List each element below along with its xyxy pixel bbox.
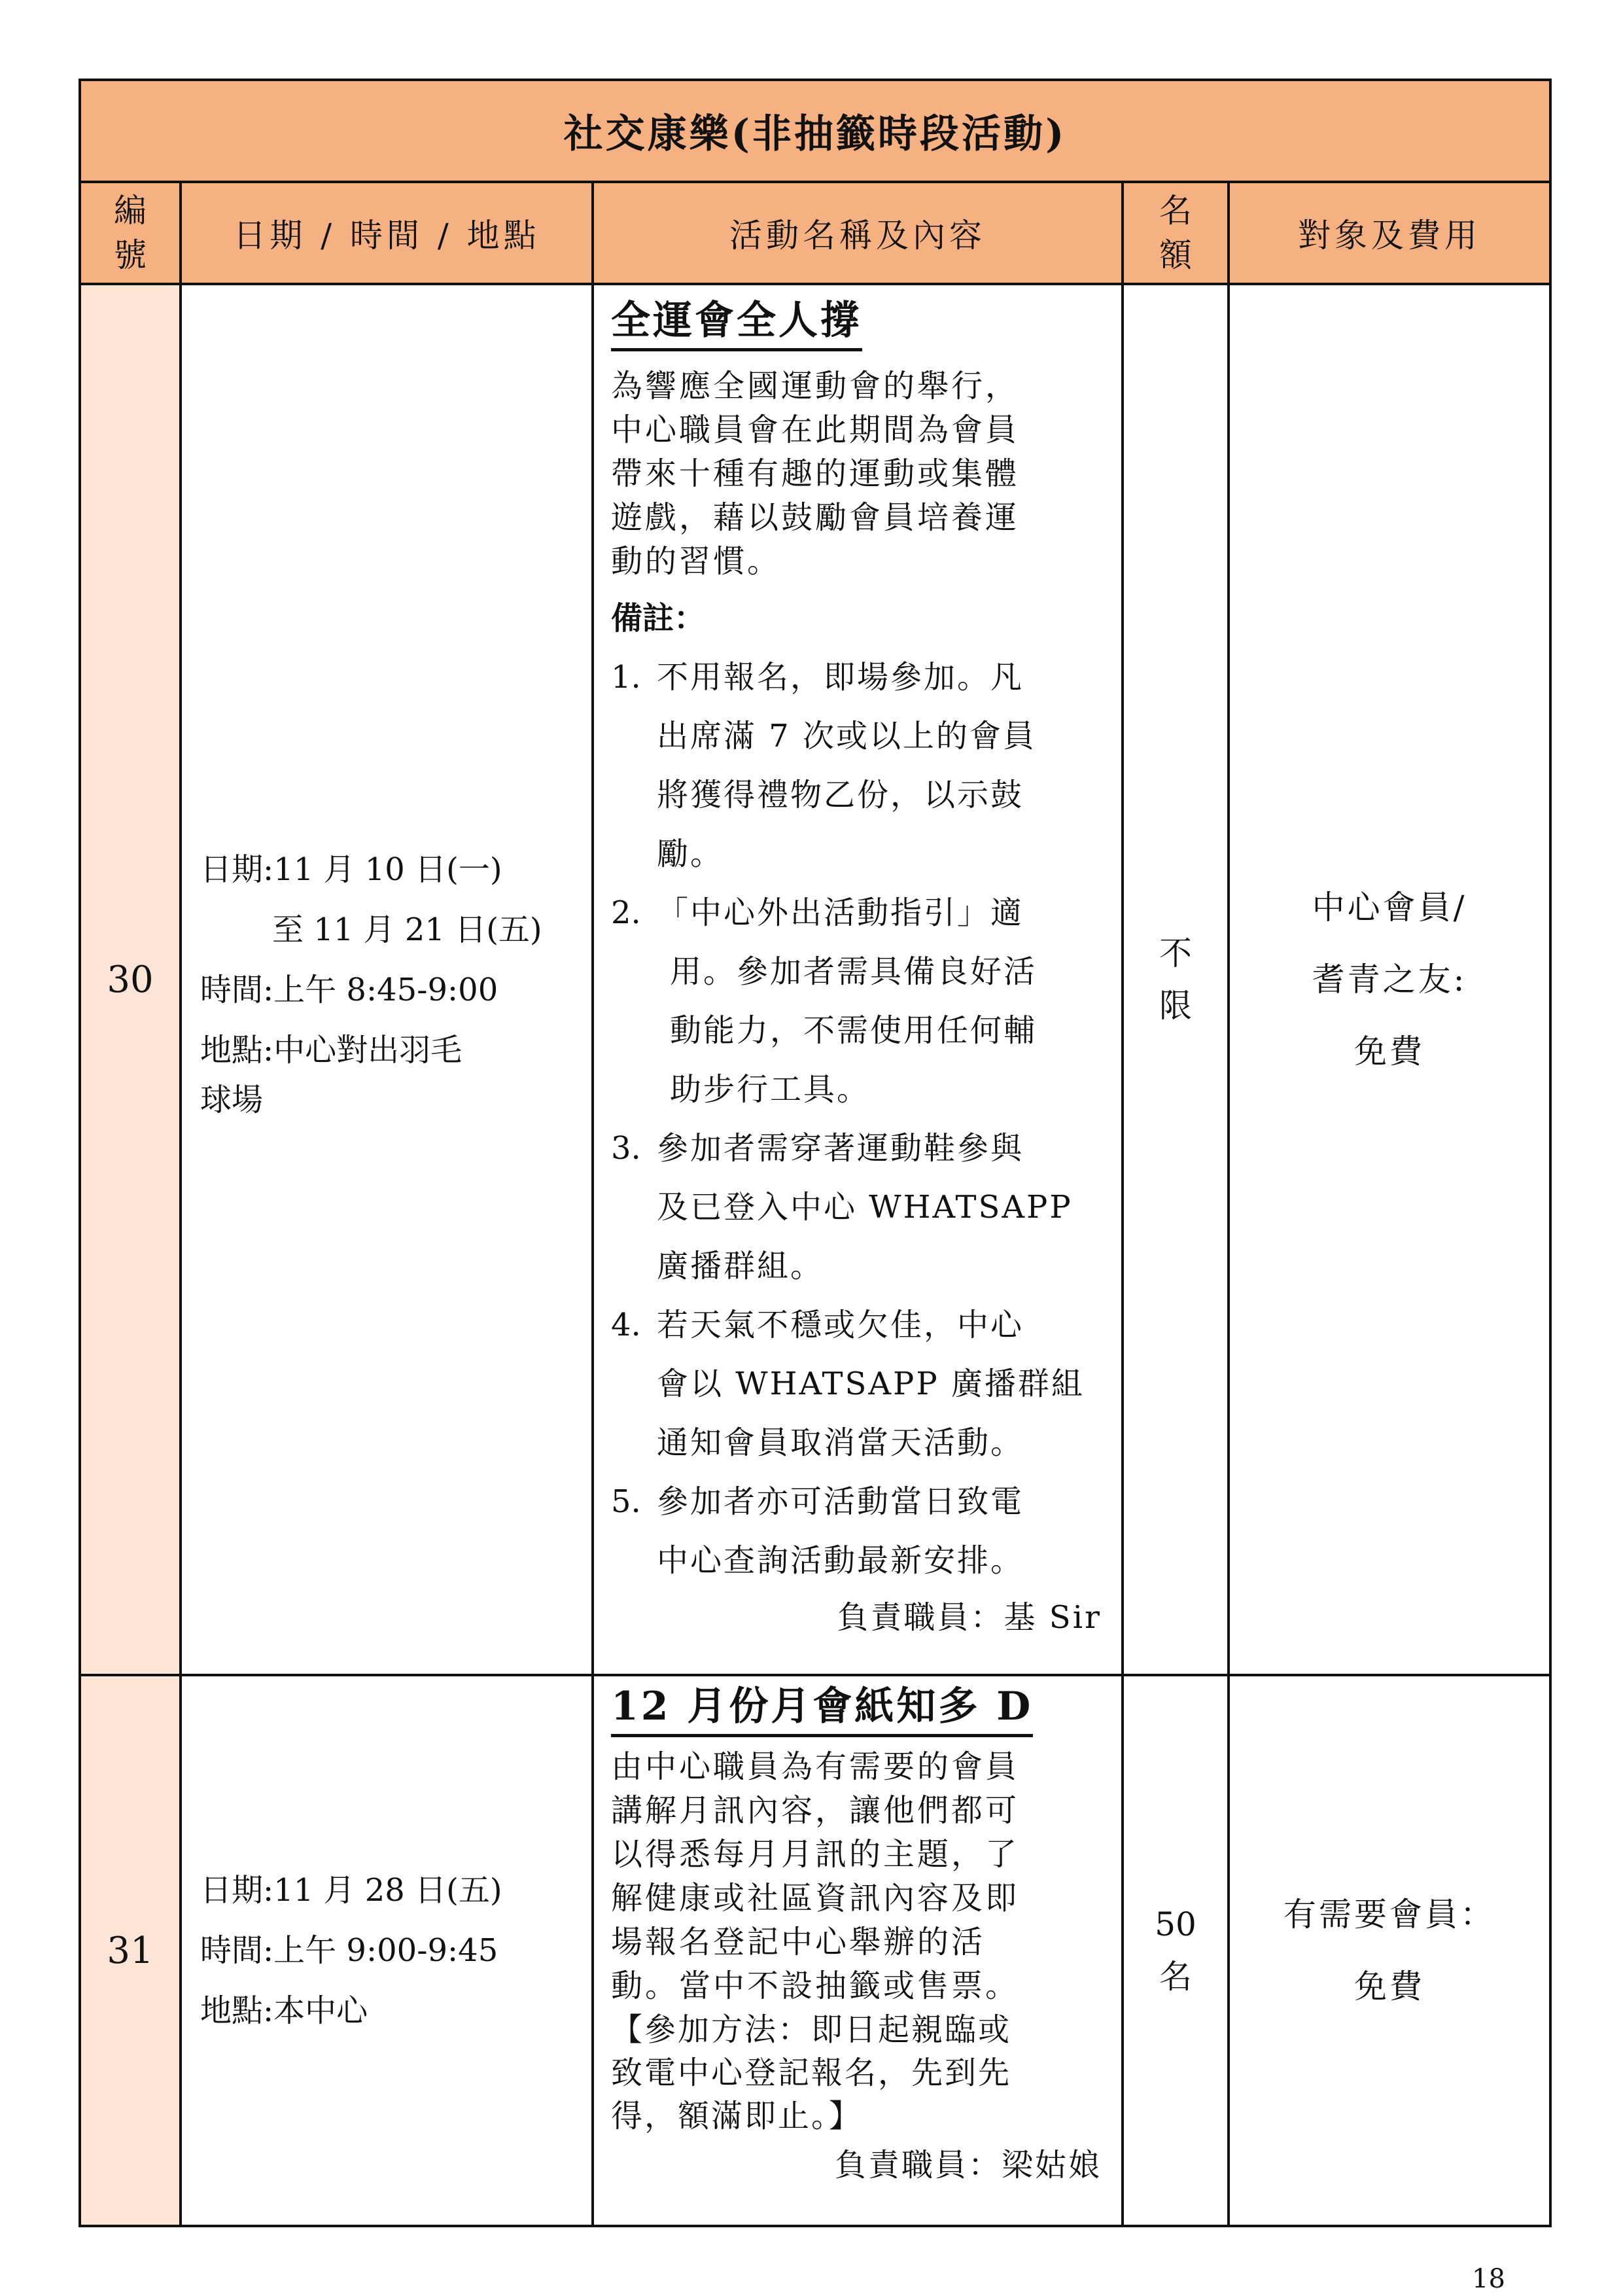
registration-method [611,2008,1102,2138]
note-item [611,1472,1102,1590]
note-number: 5. [611,1483,641,1520]
header-datetime-place: 日期 / 時間 / 地點 [181,182,593,284]
header-quota-line2: 額 [1159,236,1192,274]
row-date: 日期:11 月 28 日(五) [200,1872,502,1909]
fee: 免費 [1354,1968,1425,2005]
header-target-fee: 對象及費用 [1229,182,1550,284]
note-line: 助步行工具。 [670,1071,871,1108]
note-line: 中心查詢活動最新安排。 [657,1542,1024,1579]
notes-heading: 備註： [611,600,706,637]
note-line: 會以 WHATSAPP 廣播群組 [657,1366,1085,1402]
note-line: 參加者亦可活動當日致電 [657,1483,1024,1520]
header-number [80,182,181,284]
target-line: 中心會員/ [1312,889,1467,927]
note-line: 出席滿 7 次或以上的會員 [657,718,1037,754]
row-activity [593,1675,1123,2226]
row-number: 31 [80,1675,181,2226]
row-number: 30 [80,284,181,1675]
description-line: 帶來十種有趣的運動或集體 [611,455,1020,492]
row-quota [1123,284,1229,1675]
method-line: 得，額滿即止。】 [611,2098,863,2134]
row-quota [1123,1675,1229,2226]
note-line: 將獲得禮物乙份，以示鼓 [657,777,1024,813]
description-line: 動的習慣。 [611,543,782,580]
description-line: 由中心職員為有需要的會員 [611,1748,1020,1785]
header-row [80,182,1550,284]
method-line: 【參加方法：即日起親臨或 [611,2011,1012,2048]
activity-table [79,79,1552,2227]
row-place: 地點:本中心 [200,1992,368,2029]
activity-title: 全運會全人撐 [611,296,862,351]
table-row [80,1675,1550,2226]
row-place: 地點:中心對出羽毛 [200,1032,462,1069]
row-datetime-place [181,284,593,1675]
activity-description [611,1745,1102,2008]
note-item [611,648,1102,883]
note-number: 3. [611,1130,641,1167]
staff-in-charge: 負責職員：梁姑娘 [834,2147,1102,2183]
row-time: 時間:上午 8:45-9:00 [200,972,498,1008]
note-item [611,883,1102,1119]
note-line: 廣播群組。 [657,1248,824,1284]
note-item [611,1119,1102,1296]
notes-list [611,648,1102,1590]
table-row [80,284,1550,1675]
note-number: 2. [611,894,641,931]
note-number: 4. [611,1307,641,1343]
note-line: 通知會員取消當天活動。 [657,1424,1024,1461]
note-line: 動能力，不需使用任何輔 [670,1012,1038,1049]
header-number-line1: 編 [114,192,147,230]
description-line: 解健康或社區資訊內容及即 [611,1880,1020,1916]
page-number: 18 [1472,2264,1505,2294]
description-line: 中心職員會在此期間為會員 [611,412,1020,448]
note-line: 參加者需穿著運動鞋參與 [657,1130,1024,1167]
note-line: 用。參加者需具備良好活 [670,953,1038,990]
quota-line: 名 [1159,1958,1192,1996]
quota-line: 50 [1155,1905,1196,1943]
note-line: 勵。 [657,836,724,872]
description-line: 為響應全國運動會的舉行， [611,368,1020,404]
row-date: 日期:11 月 10 日(一) [200,851,502,888]
note-line: 若天氣不穩或欠佳，中心 [657,1307,1024,1343]
activity-title: 12 月份月會紙知多 D [611,1682,1033,1737]
quota-line: 限 [1159,987,1192,1025]
fee: 免費 [1354,1033,1425,1070]
header-quota-line1: 名 [1159,192,1192,230]
row-datetime-place [181,1675,593,2226]
header-number-line2: 號 [114,236,147,274]
method-line: 致電中心登記報名，先到先 [611,2055,1012,2091]
header-quota [1123,182,1229,284]
note-number: 1. [611,659,641,696]
row-target-fee [1229,1675,1550,2226]
note-item [611,1296,1102,1472]
note-line: 「中心外出活動指引」適 [657,894,1024,931]
target-line: 有需要會員： [1283,1896,1496,1934]
activity-description [611,364,1102,584]
description-line: 以得悉每月月訊的主題，了 [611,1836,1020,1873]
table-title: 社交康樂(非抽籤時段活動) [80,80,1550,182]
row-date-end: 至 11 月 21 日(五) [272,911,542,948]
staff-in-charge: 負責職員：基 Sir [837,1599,1102,1636]
note-line: 不用報名，即場參加。凡 [657,659,1024,696]
description-line: 動。當中不設抽籤或售票。 [611,1968,1020,2004]
row-activity [593,284,1123,1675]
row-target-fee [1229,284,1550,1675]
quota-line: 不 [1159,934,1192,972]
description-line: 講解月訊內容，讓他們都可 [611,1792,1020,1829]
header-activity: 活動名稱及內容 [593,182,1123,284]
description-line: 場報名登記中心舉辦的活 [611,1924,986,1960]
row-time: 時間:上午 9:00-9:45 [200,1932,498,1969]
row-place-cont: 球場 [200,1082,264,1118]
description-line: 遊戲，藉以鼓勵會員培養運 [611,499,1020,536]
note-line: 及已登入中心 WHATSAPP [657,1189,1073,1226]
target-line: 耆青之友: [1312,961,1467,998]
